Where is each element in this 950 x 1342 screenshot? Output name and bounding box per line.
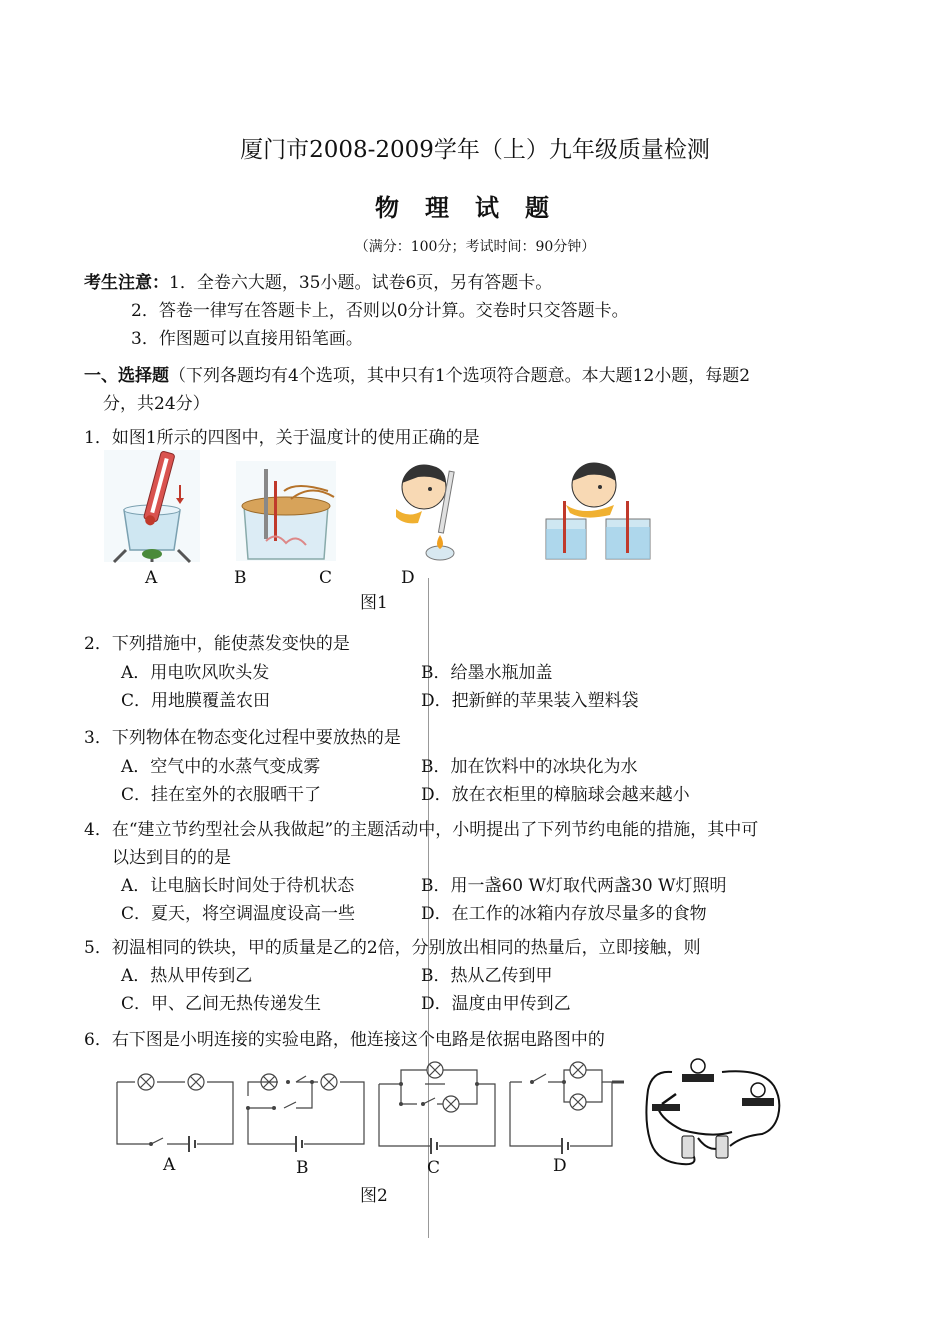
section1-desc: （下列各题均有4个选项，其中只有1个选项符合题意。本大题12小题，每题2 <box>169 366 751 386</box>
circuit-diagram-icon <box>508 1060 630 1150</box>
figure1-label-a: A <box>145 568 158 588</box>
figure2-label-c: C <box>427 1158 441 1178</box>
question-5-stem: 5．初温相同的铁块，甲的质量是乙的2倍，分别放出相同的热量后，立即接触，则 <box>84 938 701 958</box>
question-5-option-b: B．热从乙传到甲 <box>421 966 553 986</box>
question-4-stem-cont: 以达到目的的是 <box>112 848 231 868</box>
page-subtitle: 物理试题 <box>375 193 575 222</box>
question-4-stem: 4．在“建立节约型社会从我做起”的主题活动中，小明提出了下列节约电能的措施，其中可 <box>84 820 759 840</box>
question-5-option-a: A．热从甲传到乙 <box>121 966 253 986</box>
question-3-option-a: A．空气中的水蒸气变成雾 <box>121 757 321 777</box>
notice-block <box>84 268 552 293</box>
question-2-option-a: A．用电吹风吹头发 <box>121 663 270 683</box>
figure2-label-d: D <box>553 1156 567 1176</box>
circuit-diagram-icon <box>244 1072 366 1148</box>
question-5-option-c: C．甲、乙间无热传递发生 <box>121 994 322 1014</box>
notice-item-3: 3．作图题可以直接用铅笔画。 <box>131 329 363 349</box>
question-5-option-d: D．温度由甲传到乙 <box>421 994 571 1014</box>
figure2-label-b: B <box>296 1158 309 1178</box>
figure1-label-d: D <box>401 568 415 588</box>
notice-item-1: 1．全卷六大题，35小题。试卷6页，另有答题卡。 <box>169 273 553 293</box>
physical-circuit-icon <box>642 1060 792 1168</box>
question-2-option-b: B．给墨水瓶加盖 <box>421 663 553 683</box>
figure2-label-a: A <box>163 1155 176 1175</box>
question-3-option-c: C．挂在室外的衣服晒干了 <box>121 785 322 805</box>
circuit-diagram-icon <box>377 1062 499 1150</box>
figure1-label-b: B <box>234 568 247 588</box>
question-4-option-c: C．夏天，将空调温度设高一些 <box>121 904 356 924</box>
section1-desc-cont: 分，共24分） <box>103 394 210 414</box>
question-2-option-c: C．用地膜覆盖农田 <box>121 691 271 711</box>
question-2-option-d: D．把新鲜的苹果装入塑料袋 <box>421 691 639 711</box>
question-4-option-a: A．让电脑长时间处于待机状态 <box>121 876 355 896</box>
question-3-option-d: D．放在衣柜里的樟脑球会越来越小 <box>421 785 690 805</box>
figure1-caption: 图1 <box>360 593 388 613</box>
boy-thermometer-icon <box>388 461 480 563</box>
figure2-caption: 图2 <box>360 1186 388 1206</box>
boy-beakers-icon <box>544 461 656 561</box>
section1-header <box>84 361 750 386</box>
notice-label: 考生注意： <box>84 273 169 293</box>
thermometer-beaker-icon <box>104 450 200 562</box>
question-3-option-b: B．加在饮料中的冰块化为水 <box>421 757 638 777</box>
section1-label: 一、选择题 <box>84 366 169 386</box>
question-4-option-d: D．在工作的冰箱内存放尽量多的食物 <box>421 904 707 924</box>
beaker-stand-icon <box>236 461 336 561</box>
notice-item-2: 2．答卷一律写在答题卡上，否则以0分计算。交卷时只交答题卡。 <box>131 301 629 321</box>
question-1-stem: 1．如图1所示的四图中，关于温度计的使用正确的是 <box>84 428 480 448</box>
circuit-diagram-icon <box>115 1072 235 1148</box>
question-6-stem: 6．右下图是小明连接的实验电路，他连接这个电路是依据电路图中的 <box>84 1030 605 1050</box>
figure1-label-c: C <box>319 568 333 588</box>
page-title: 厦门市2008-2009学年（上）九年级质量检测 <box>240 137 710 163</box>
question-2-stem: 2．下列措施中，能使蒸发变快的是 <box>84 634 350 654</box>
exam-info: （满分：100分；考试时间：90分钟） <box>354 239 596 255</box>
question-3-stem: 3．下列物体在物态变化过程中要放热的是 <box>84 728 401 748</box>
question-4-option-b: B．用一盏60 W灯取代两盏30 W灯照明 <box>421 876 727 896</box>
